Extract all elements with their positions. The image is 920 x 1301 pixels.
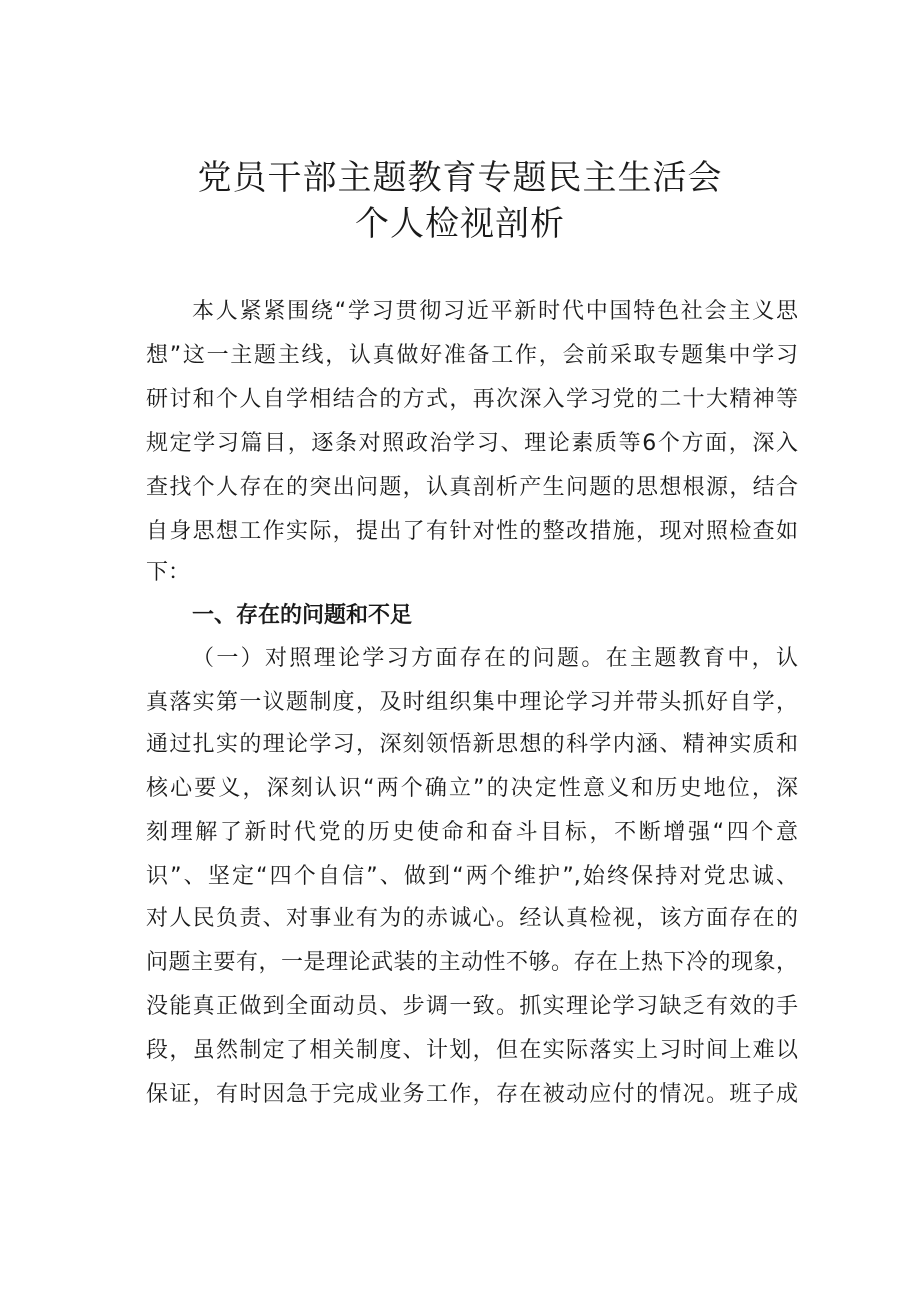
intro-line-1: 本人紧紧围绕“学习贯彻习近平新时代中国特色社会主义思 (192, 299, 798, 324)
section-1-line-4: 核心要义，深刻认识“两个确立”的决定性意义和历史地位，深 (146, 776, 798, 801)
section-1-line-9: 没能真正做到全面动员、步调一致。抓实理论学习缺乏有效的手 (146, 994, 798, 1019)
section-1-line-11: 保证，有时因急于完成业务工作，存在被动应付的情况。班子成 (146, 1082, 798, 1107)
intro-line-4: 规定学习篇目，逐条对照政治学习、理论素质等6个方面，深入 (146, 431, 798, 456)
section-1-line-8: 问题主要有，一是理论武装的主动性不够。存在上热下冷的现象， (146, 950, 798, 975)
section-1-line-5: 刻理解了新时代党的历史使命和奋斗目标，不断增强“四个意 (146, 820, 798, 845)
section-1-line-6: 识”、坚定“四个自信”、做到“两个维护”,始终保持对党忠诚、 (146, 864, 798, 889)
section-1-line-3: 通过扎实的理论学习，深刻领悟新思想的科学内涵、精神实质和 (146, 732, 798, 757)
intro-line-6: 自身思想工作实际，提出了有针对性的整改措施，现对照检查如 (146, 519, 798, 544)
intro-line-2: 想”这一主题主线，认真做好准备工作，会前采取专题集中学习 (146, 343, 798, 368)
section-1-line-2: 真落实第一议题制度，及时组织集中理论学习并带头抓好自学， (146, 690, 798, 715)
document-title-line-2: 个人检视剖析 (355, 204, 565, 244)
document-title-line-1: 党员干部主题教育专题民主生活会 (197, 158, 723, 198)
section-1-heading: 一、存在的问题和不足 (192, 603, 413, 628)
section-1-line-7: 对人民负责、对事业有为的赤诚心。经认真检视，该方面存在的 (146, 906, 798, 931)
section-1-line-10: 段，虽然制定了相关制度、计划，但在实际落实上习时间上难以 (146, 1038, 798, 1063)
intro-line-7: 下： (146, 560, 191, 585)
intro-line-3: 研讨和个人自学相结合的方式，再次深入学习党的二十大精神等 (146, 387, 798, 412)
intro-line-5: 查找个人存在的突出问题，认真剖析产生问题的思想根源，结合 (146, 475, 798, 500)
section-1-line-1: （一）对照理论学习方面存在的问题。在主题教育中，认 (192, 646, 798, 671)
